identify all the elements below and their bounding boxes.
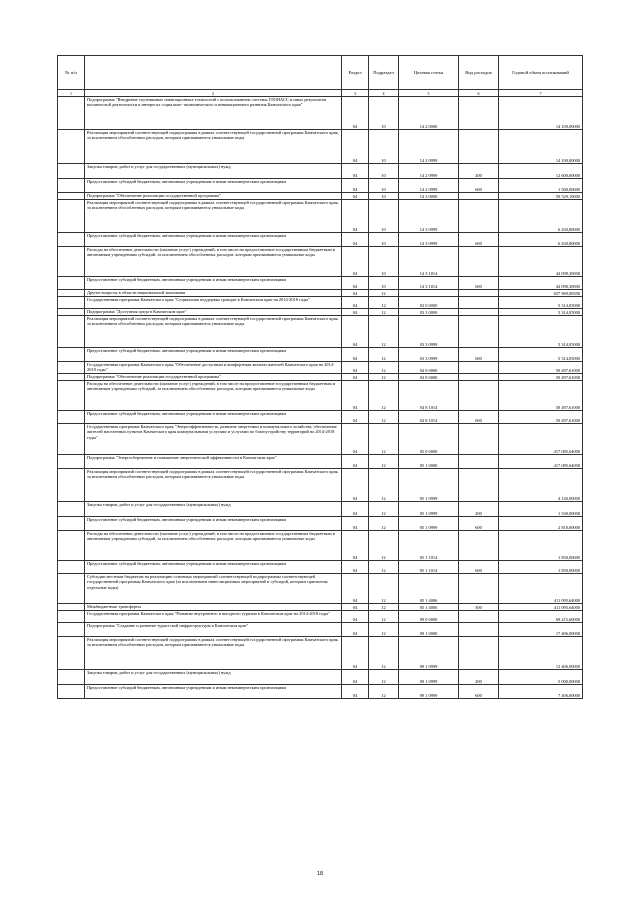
table-row: [58, 502, 583, 517]
table-row: [58, 374, 583, 381]
cell-amount: 5 314,05000: [499, 348, 583, 362]
cell-target-article: [399, 290, 459, 297]
col-header-name: [85, 56, 342, 90]
cell-name: Подпрограмма "Энергосбережение и повышение энергетической эффективности в Камчатском крае": [85, 455, 342, 469]
table-row: [58, 290, 583, 297]
cell-amount: 1 850,00000: [499, 561, 583, 574]
cell-number: [58, 200, 85, 233]
cell-podrazdel: 10: [369, 233, 399, 247]
cell-podrazdel: 12: [369, 290, 399, 297]
cell-target-article: 04 8 0000: [399, 374, 459, 381]
table-row: [58, 130, 583, 164]
col-header-annual-amount: Годовой объем ассигнований: [499, 56, 583, 90]
cell-expense-type: [459, 574, 499, 604]
cell-amount: 14 100,00000: [499, 130, 583, 164]
cell-razdel: 04: [342, 374, 369, 381]
table-row: [58, 604, 583, 611]
cell-amount: 50 497,61000: [499, 411, 583, 424]
cell-amount: 17 406,00000: [499, 623, 583, 637]
cell-expense-type: [459, 297, 499, 309]
col-index: 5: [399, 90, 459, 97]
cell-expense-type: 500: [459, 604, 499, 611]
table-row: [58, 348, 583, 362]
cell-target-article: 14 2 0000: [399, 97, 459, 130]
cell-expense-type: 200: [459, 164, 499, 179]
cell-podrazdel: 12: [369, 611, 399, 623]
cell-expense-type: [459, 130, 499, 164]
cell-razdel: 04: [342, 297, 369, 309]
cell-podrazdel: 10: [369, 277, 399, 290]
cell-podrazdel: 12: [369, 374, 399, 381]
cell-name: Подпрограмма "Создание и развитие туристской инфраструктуры в Камчатском крае": [85, 623, 342, 637]
cell-name: Предоставление субсидий бюджетным, автономным учреждениям и иным некоммерческим организациям: [85, 411, 342, 424]
cell-name: Предоставление субсидий бюджетным, автономным учреждениям и иным некоммерческим организациям: [85, 179, 342, 193]
cell-target-article: 03 3 0000: [399, 309, 459, 316]
cell-podrazdel: 12: [369, 517, 399, 531]
table-body: [58, 97, 583, 699]
cell-podrazdel: 12: [369, 297, 399, 309]
cell-number: [58, 193, 85, 200]
cell-target-article: 14 3 0000: [399, 193, 459, 200]
cell-razdel: 04: [342, 290, 369, 297]
cell-expense-type: [459, 374, 499, 381]
cell-name: Государственная программа Камчатского края "Развитие внутреннего и въездного туризма в Камчатском крае на 2014-2018 годы": [85, 611, 342, 623]
cell-razdel: 04: [342, 348, 369, 362]
cell-number: [58, 164, 85, 179]
cell-name: Другие вопросы в области национальной экономики: [85, 290, 342, 297]
table-row: [58, 611, 583, 623]
cell-podrazdel: 10: [369, 200, 399, 233]
cell-expense-type: [459, 381, 499, 411]
cell-amount: 12 600,00000: [499, 164, 583, 179]
cell-expense-type: [459, 455, 499, 469]
col-index: 4: [369, 90, 399, 97]
cell-name: Подпрограмма "Обеспечение реализации государственной программы": [85, 374, 342, 381]
cell-razdel: 04: [342, 637, 369, 670]
col-index: 6: [459, 90, 499, 97]
table-row: [58, 193, 583, 200]
cell-target-article: 14 3 1014: [399, 277, 459, 290]
col-header-razdel: Раздел: [342, 56, 369, 90]
cell-amount: 69 215,60000: [499, 611, 583, 623]
cell-podrazdel: 10: [369, 193, 399, 200]
cell-target-article: 05 1 0999: [399, 502, 459, 517]
table-row: [58, 469, 583, 502]
cell-target-article: 05 1 1014: [399, 531, 459, 561]
cell-target-article: 03 3 0999: [399, 316, 459, 348]
cell-number: [58, 517, 85, 531]
cell-expense-type: [459, 193, 499, 200]
cell-number: [58, 411, 85, 424]
cell-name: Межбюджетные трансферты: [85, 604, 342, 611]
cell-amount: 6 430,80000: [499, 233, 583, 247]
cell-podrazdel: 10: [369, 164, 399, 179]
cell-amount: 6 430,80000: [499, 200, 583, 233]
table-row: [58, 277, 583, 290]
cell-razdel: 04: [342, 574, 369, 604]
cell-number: [58, 362, 85, 374]
cell-amount: 657 969,08390: [499, 290, 583, 297]
col-header-target-article: Целевая статья: [399, 56, 459, 90]
cell-razdel: 04: [342, 130, 369, 164]
cell-number: [58, 455, 85, 469]
cell-razdel: 04: [342, 247, 369, 277]
cell-razdel: 04: [342, 193, 369, 200]
cell-amount: 417 085,64000: [499, 455, 583, 469]
cell-name: Подпрограмма "Внедрение спутниковых навигационных технологий с использованием системы ГЛОНАСС и иных результатов космической деятельности в интересах социально- экономического и инновационного развития Камчатского края": [85, 97, 342, 130]
cell-name: Расходы на обеспечение деятельности (оказание услуг) учреждений, в том числе на предоставление государственным бюджетным и автономным учреждениям субсидий, за исключением обособленных расходов, которым присваиваются уникальные коды: [85, 381, 342, 411]
cell-name: Реализация мероприятий соответствующей подпрограммы в рамках соответствующей государственной программы Камчатского края, за исключением обособленных расходов, которым присваиваются уникальные коды: [85, 316, 342, 348]
cell-number: [58, 604, 85, 611]
cell-amount: 417 085,64000: [499, 424, 583, 455]
cell-razdel: 04: [342, 362, 369, 374]
cell-expense-type: [459, 531, 499, 561]
cell-podrazdel: 12: [369, 424, 399, 455]
table-row: [58, 685, 583, 699]
cell-number: [58, 290, 85, 297]
cell-amount: 14 100,00000: [499, 97, 583, 130]
table-row: [58, 637, 583, 670]
table-row: [58, 623, 583, 637]
cell-podrazdel: 12: [369, 531, 399, 561]
cell-expense-type: 600: [459, 561, 499, 574]
table-row: [58, 424, 583, 455]
table-row: [58, 362, 583, 374]
table-row: [58, 411, 583, 424]
page-number: 18: [316, 871, 324, 877]
cell-razdel: 04: [342, 179, 369, 193]
cell-number: [58, 685, 85, 699]
cell-amount: 50 497,61000: [499, 381, 583, 411]
cell-target-article: 05 1 0999: [399, 469, 459, 502]
cell-number: [58, 130, 85, 164]
cell-amount: 44 098,30000: [499, 247, 583, 277]
cell-podrazdel: 12: [369, 670, 399, 685]
cell-expense-type: [459, 247, 499, 277]
cell-podrazdel: 10: [369, 179, 399, 193]
cell-expense-type: [459, 611, 499, 623]
cell-podrazdel: 12: [369, 502, 399, 517]
cell-expense-type: [459, 316, 499, 348]
cell-target-article: 14 2 0999: [399, 164, 459, 179]
cell-amount: 5 314,05000: [499, 316, 583, 348]
table-row: [58, 297, 583, 309]
cell-amount: 5 000,00000: [499, 670, 583, 685]
cell-number: [58, 381, 85, 411]
table-row: [58, 381, 583, 411]
cell-razdel: 04: [342, 670, 369, 685]
cell-razdel: 04: [342, 381, 369, 411]
cell-name: Расходы на обеспечение деятельности (оказание услуг) учреждений, в том числе на предоставление государственным бюджетным и автономным учреждениям субсидий, за исключением обособленных расходов, которым присваиваются уникальные коды: [85, 247, 342, 277]
cell-target-article: 14 2 0999: [399, 179, 459, 193]
cell-amount: 2 810,00000: [499, 517, 583, 531]
cell-expense-type: [459, 623, 499, 637]
cell-razdel: 04: [342, 309, 369, 316]
col-index: 3: [342, 90, 369, 97]
table-row: [58, 517, 583, 531]
cell-razdel: 04: [342, 97, 369, 130]
cell-expense-type: 600: [459, 179, 499, 193]
cell-amount: 1 500,00000: [499, 179, 583, 193]
cell-target-article: 04 0 0000: [399, 362, 459, 374]
cell-number: [58, 348, 85, 362]
cell-amount: 1 850,00000: [499, 531, 583, 561]
cell-podrazdel: 12: [369, 381, 399, 411]
cell-amount: 4 140,00000: [499, 469, 583, 502]
cell-name: Государственная программа Камчатского края "Социальная поддержка граждан в Камчатском крае на 2014-2018 годы": [85, 297, 342, 309]
cell-razdel: 04: [342, 233, 369, 247]
budget-table: [57, 55, 583, 699]
cell-number: [58, 424, 85, 455]
table-row: [58, 316, 583, 348]
cell-number: [58, 623, 85, 637]
cell-target-article: 03 0 0000: [399, 297, 459, 309]
col-index: 1: [58, 90, 85, 97]
cell-razdel: 04: [342, 469, 369, 502]
cell-name: Закупка товаров, работ и услуг для государственных (муниципальных) нужд: [85, 670, 342, 685]
table-row: [58, 561, 583, 574]
cell-razdel: 04: [342, 561, 369, 574]
cell-podrazdel: 12: [369, 455, 399, 469]
cell-expense-type: 600: [459, 277, 499, 290]
cell-podrazdel: 12: [369, 362, 399, 374]
cell-expense-type: [459, 309, 499, 316]
cell-name: Субсидии местным бюджетам на реализацию основных мероприятий соответствующей подпрограммы соответствующей государственной программы Камчатского края (за исключением инвестиционных мероприятий и субсидий, которым присвоены отдельные коды): [85, 574, 342, 604]
cell-target-article: 09 1 0999: [399, 670, 459, 685]
cell-razdel: 04: [342, 411, 369, 424]
cell-amount: 44 098,30000: [499, 277, 583, 290]
cell-target-article: 09 1 0999: [399, 685, 459, 699]
cell-podrazdel: 12: [369, 469, 399, 502]
cell-target-article: 04 8 1014: [399, 411, 459, 424]
cell-name: Реализация мероприятий соответствующей подпрограммы в рамках соответствующей государственной программы Камчатского края, за исключением обособленных расходов, которым присваиваются уникальные коды: [85, 637, 342, 670]
cell-name: Предоставление субсидий бюджетным, автономным учреждениям и иным некоммерческим организациям: [85, 348, 342, 362]
cell-number: [58, 233, 85, 247]
cell-razdel: 04: [342, 604, 369, 611]
cell-podrazdel: 12: [369, 604, 399, 611]
cell-number: [58, 374, 85, 381]
cell-expense-type: [459, 637, 499, 670]
cell-amount: 1 330,00000: [499, 502, 583, 517]
cell-razdel: 04: [342, 200, 369, 233]
header-row: [58, 56, 583, 90]
cell-number: [58, 469, 85, 502]
cell-target-article: 14 2 0999: [399, 130, 459, 164]
cell-expense-type: [459, 97, 499, 130]
table-row: [58, 531, 583, 561]
cell-amount: 411 095,64000: [499, 604, 583, 611]
col-index: 2: [85, 90, 342, 97]
cell-amount: 7 406,00000: [499, 685, 583, 699]
cell-number: [58, 277, 85, 290]
table-row: [58, 574, 583, 604]
cell-podrazdel: 12: [369, 348, 399, 362]
cell-razdel: 04: [342, 531, 369, 561]
table-row: [58, 233, 583, 247]
cell-razdel: 04: [342, 517, 369, 531]
cell-amount: 50 497,61000: [499, 374, 583, 381]
cell-target-article: 05 1 4006: [399, 574, 459, 604]
table-row: [58, 455, 583, 469]
cell-target-article: 05 1 0999: [399, 517, 459, 531]
cell-razdel: 04: [342, 502, 369, 517]
column-index-row: [58, 90, 583, 97]
cell-number: [58, 574, 85, 604]
cell-razdel: 04: [342, 424, 369, 455]
table-row: [58, 309, 583, 316]
cell-expense-type: 200: [459, 502, 499, 517]
cell-razdel: 04: [342, 685, 369, 699]
cell-amount: 411 095,64000: [499, 574, 583, 604]
cell-amount: 50 529,10000: [499, 193, 583, 200]
cell-name: Реализация мероприятий соответствующей подпрограммы в рамках соответствующей государственной программы Камчатского края, за исключением обособленных расходов, которым присваиваются уникальные коды: [85, 130, 342, 164]
cell-razdel: 04: [342, 164, 369, 179]
cell-name: Государственная программа Камчатского края "Энергоэффективность, развитие энергетики и коммунального хозяйства, обеспечение жителей населенных пунктов Камчатского края коммунальными услугами и услугами по благоустройству территорий на 2014-2018 годы": [85, 424, 342, 455]
col-index: 7: [499, 90, 583, 97]
cell-expense-type: [459, 469, 499, 502]
cell-name: Подпрограмма "Доступная среда в Камчатском крае": [85, 309, 342, 316]
col-header-number: № п/п: [58, 56, 85, 90]
table-row: [58, 179, 583, 193]
cell-podrazdel: 12: [369, 637, 399, 670]
cell-name: Подпрограмма "Обеспечение реализации государственной программы": [85, 193, 342, 200]
cell-expense-type: 200: [459, 670, 499, 685]
table-row: [58, 670, 583, 685]
cell-target-article: 14 3 0999: [399, 233, 459, 247]
cell-expense-type: 600: [459, 685, 499, 699]
cell-target-article: 14 3 1014: [399, 247, 459, 277]
cell-number: [58, 670, 85, 685]
cell-name: Реализация мероприятий соответствующей подпрограммы в рамках соответствующей государственной программы Камчатского края, за исключением обособленных расходов, которым присваиваются уникальные коды: [85, 469, 342, 502]
cell-razdel: 04: [342, 623, 369, 637]
cell-name: Государственная программа Камчатского края "Обеспечение доступным и комфортным жильем жителей Камчатского края на 2014-2018 годы": [85, 362, 342, 374]
cell-number: [58, 297, 85, 309]
cell-expense-type: 600: [459, 411, 499, 424]
cell-expense-type: 600: [459, 348, 499, 362]
cell-target-article: 03 3 0999: [399, 348, 459, 362]
table-row: [58, 164, 583, 179]
cell-name: Предоставление субсидий бюджетным, автономным учреждениям и иным некоммерческим организациям: [85, 517, 342, 531]
cell-name: Закупка товаров, работ и услуг для государственных (муниципальных) нужд: [85, 164, 342, 179]
cell-target-article: 05 1 4006: [399, 604, 459, 611]
cell-expense-type: [459, 200, 499, 233]
cell-number: [58, 561, 85, 574]
cell-podrazdel: 12: [369, 685, 399, 699]
cell-name: Расходы на обеспечение деятельности (оказание услуг) учреждений, в том числе на предоставление государственным бюджетным и автономным учреждениям субсидий, за исключением обособленных расходов, которым присваиваются уникальные коды: [85, 531, 342, 561]
cell-podrazdel: 12: [369, 623, 399, 637]
cell-podrazdel: 10: [369, 130, 399, 164]
cell-target-article: 05 1 0000: [399, 455, 459, 469]
cell-number: [58, 531, 85, 561]
cell-amount: 5 314,05000: [499, 297, 583, 309]
table-row: [58, 200, 583, 233]
cell-name: Закупка товаров, работ и услуг для государственных (муниципальных) нужд: [85, 502, 342, 517]
cell-amount: 5 314,05000: [499, 309, 583, 316]
cell-expense-type: [459, 290, 499, 297]
table-row: [58, 97, 583, 130]
cell-podrazdel: 12: [369, 574, 399, 604]
cell-target-article: 04 8 1014: [399, 381, 459, 411]
cell-target-article: 05 1 1014: [399, 561, 459, 574]
cell-podrazdel: 12: [369, 316, 399, 348]
cell-podrazdel: 10: [369, 247, 399, 277]
cell-razdel: 04: [342, 277, 369, 290]
cell-expense-type: 600: [459, 233, 499, 247]
cell-target-article: 14 3 0999: [399, 200, 459, 233]
cell-name: Предоставление субсидий бюджетным, автономным учреждениям и иным некоммерческим организациям: [85, 233, 342, 247]
cell-podrazdel: 12: [369, 309, 399, 316]
cell-name: Предоставление субсидий бюджетным, автономным учреждениям и иным некоммерческим организациям: [85, 685, 342, 699]
cell-expense-type: 600: [459, 517, 499, 531]
cell-number: [58, 247, 85, 277]
cell-number: [58, 309, 85, 316]
cell-expense-type: [459, 362, 499, 374]
cell-number: [58, 502, 85, 517]
cell-razdel: 04: [342, 316, 369, 348]
cell-podrazdel: 10: [369, 97, 399, 130]
cell-amount: 12 406,00000: [499, 637, 583, 670]
col-header-podrazdel: Подраздел: [369, 56, 399, 90]
cell-target-article: 05 0 0000: [399, 424, 459, 455]
cell-number: [58, 316, 85, 348]
cell-number: [58, 179, 85, 193]
cell-number: [58, 637, 85, 670]
cell-amount: 50 497,61000: [499, 362, 583, 374]
cell-target-article: 09 1 0000: [399, 623, 459, 637]
cell-target-article: 09 1 0999: [399, 637, 459, 670]
cell-razdel: 04: [342, 611, 369, 623]
cell-razdel: 04: [342, 455, 369, 469]
cell-expense-type: [459, 424, 499, 455]
cell-name: Реализация мероприятий соответствующей подпрограммы в рамках соответствующей государственной программы Камчатского края, за исключением обособленных расходов, которым присваиваются уникальные коды: [85, 200, 342, 233]
cell-podrazdel: 12: [369, 561, 399, 574]
cell-podrazdel: 12: [369, 411, 399, 424]
cell-target-article: 09 0 0000: [399, 611, 459, 623]
cell-number: [58, 97, 85, 130]
document-page: [57, 55, 582, 699]
col-header-expense-type: Вид расходов: [459, 56, 499, 90]
cell-name: Предоставление субсидий бюджетным, автономным учреждениям и иным некоммерческим организациям: [85, 277, 342, 290]
cell-name: Предоставление субсидий бюджетным, автономным учреждениям и иным некоммерческим организациям: [85, 561, 342, 574]
cell-number: [58, 611, 85, 623]
table-row: [58, 247, 583, 277]
